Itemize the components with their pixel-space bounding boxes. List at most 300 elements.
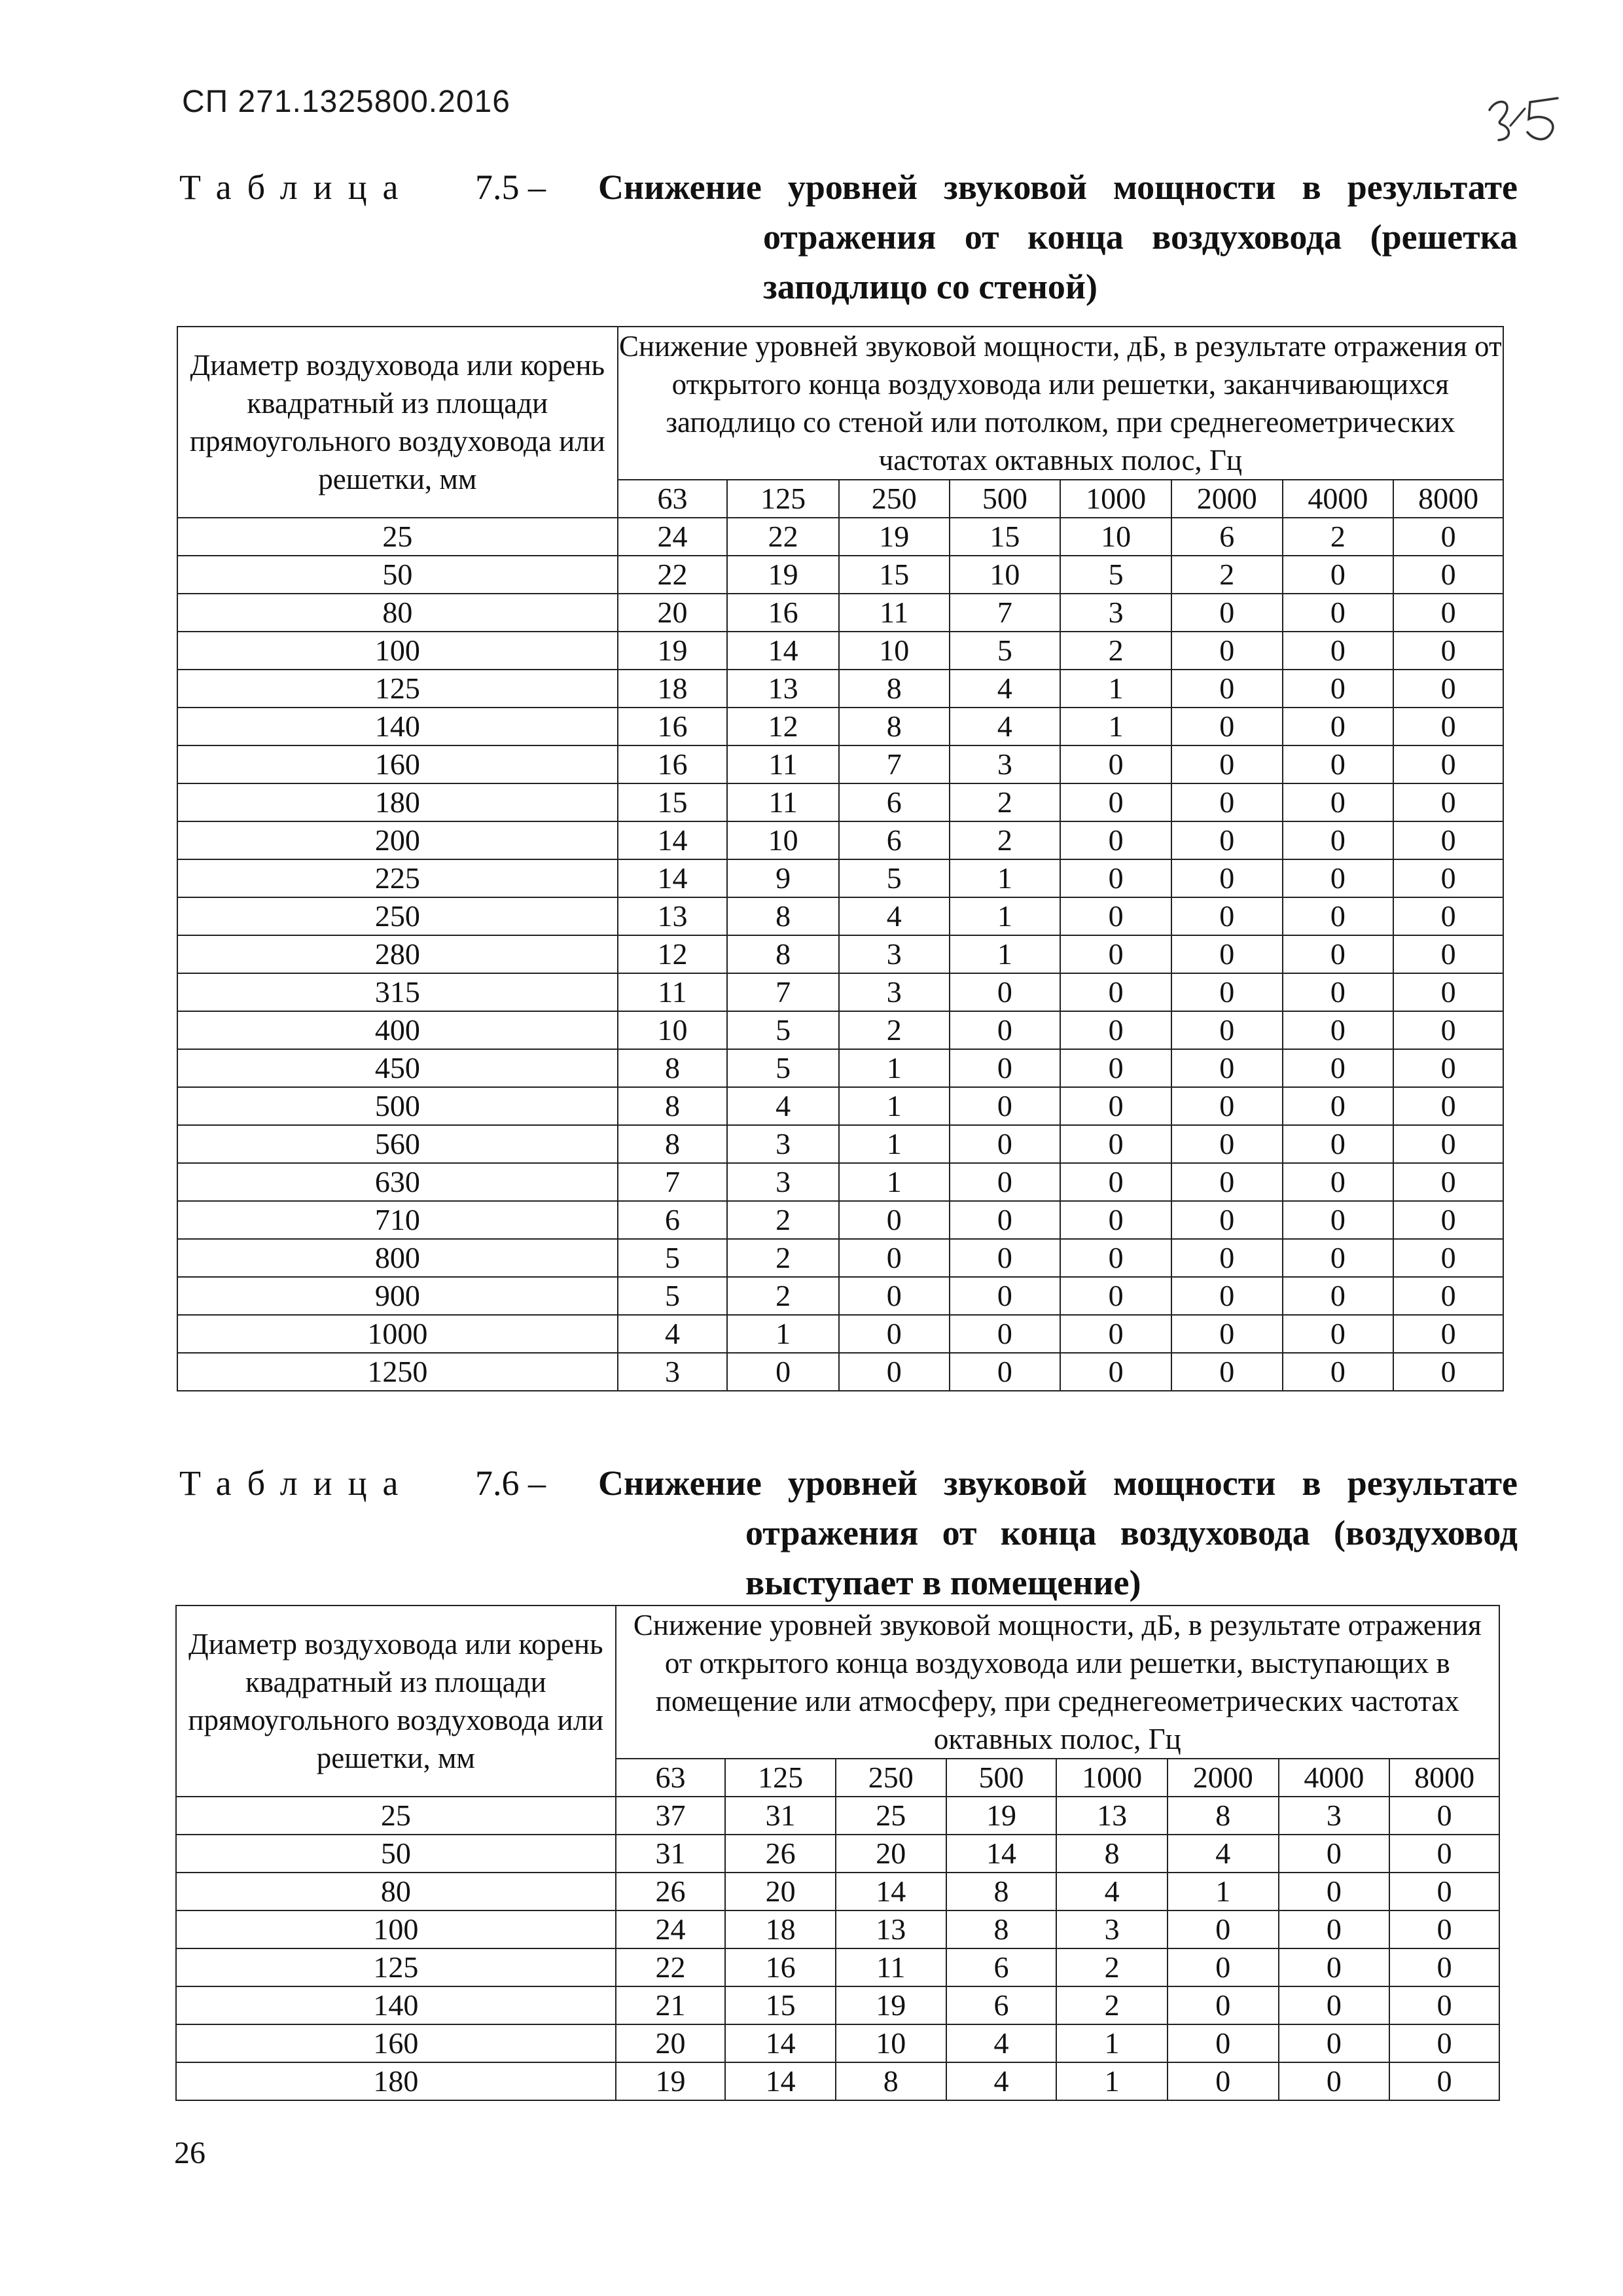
value-cell: 0 (1171, 935, 1283, 973)
value-cell: 0 (1168, 1948, 1279, 1986)
value-cell: 5 (950, 632, 1061, 670)
value-cell: 0 (1283, 1011, 1394, 1049)
value-cell: 4 (727, 1087, 839, 1125)
value-cell: 8 (839, 670, 950, 708)
value-cell: 0 (1283, 1315, 1394, 1353)
freq-cell: 8000 (1389, 1759, 1499, 1797)
value-cell: 0 (1393, 973, 1503, 1011)
value-cell: 25 (836, 1797, 946, 1835)
table-row (176, 2062, 1499, 2100)
table-row (177, 745, 1503, 783)
value-cell: 13 (727, 670, 839, 708)
value-cell: 0 (1393, 897, 1503, 935)
table-row (177, 518, 1503, 556)
value-cell: 14 (727, 632, 839, 670)
value-cell: 6 (839, 821, 950, 859)
value-cell: 0 (1060, 1315, 1171, 1353)
caption-number: 7.6 – (475, 1463, 546, 1503)
value-cell: 19 (836, 1986, 946, 2024)
value-cell: 19 (839, 518, 950, 556)
value-cell: 7 (839, 745, 950, 783)
value-cell: 8 (618, 1087, 728, 1125)
value-cell: 0 (1060, 1049, 1171, 1087)
size-cell: 80 (177, 594, 618, 632)
value-cell: 0 (1060, 1011, 1171, 1049)
table-row (176, 2024, 1499, 2062)
freq-cell: 4000 (1279, 1759, 1390, 1797)
value-cell: 0 (1393, 1239, 1503, 1277)
value-cell: 10 (950, 556, 1061, 594)
value-cell: 24 (618, 518, 728, 556)
table-row (177, 1277, 1503, 1315)
value-cell: 1 (1060, 708, 1171, 745)
value-cell: 0 (1283, 783, 1394, 821)
value-cell: 0 (1060, 1201, 1171, 1239)
value-cell: 26 (616, 1873, 726, 1910)
size-cell: 280 (177, 935, 618, 973)
value-cell: 6 (946, 1948, 1057, 1986)
value-cell: 2 (839, 1011, 950, 1049)
value-cell: 14 (725, 2024, 836, 2062)
value-cell: 26 (725, 1835, 836, 1873)
value-cell: 0 (839, 1277, 950, 1315)
value-cell: 10 (839, 632, 950, 670)
value-cell: 11 (727, 745, 839, 783)
value-cell: 0 (1393, 1049, 1503, 1087)
value-cell: 31 (616, 1835, 726, 1873)
size-cell: 200 (177, 821, 618, 859)
value-cell: 0 (1393, 708, 1503, 745)
caption-word: Таблица (179, 1463, 414, 1503)
value-cell: 0 (950, 1087, 1061, 1125)
value-cell: 11 (727, 783, 839, 821)
freq-cell: 1000 (1056, 1759, 1168, 1797)
value-cell: 5 (618, 1239, 728, 1277)
value-cell: 0 (1171, 594, 1283, 632)
value-cell: 0 (1171, 1011, 1283, 1049)
value-cell: 0 (1393, 1277, 1503, 1315)
value-cell: 20 (618, 594, 728, 632)
value-cell: 0 (1283, 556, 1394, 594)
value-cell: 3 (1060, 594, 1171, 632)
value-cell: 0 (1393, 518, 1503, 556)
value-cell: 8 (946, 1910, 1057, 1948)
value-cell: 15 (725, 1986, 836, 2024)
value-cell: 0 (1283, 973, 1394, 1011)
value-cell: 0 (1171, 783, 1283, 821)
value-cell: 0 (1171, 1315, 1283, 1353)
value-cell: 2 (727, 1277, 839, 1315)
value-cell: 8 (1056, 1835, 1168, 1873)
value-cell: 0 (1389, 1873, 1499, 1910)
value-cell: 10 (727, 821, 839, 859)
value-cell: 0 (1389, 2024, 1499, 2062)
table-row (177, 859, 1503, 897)
freq-cell: 250 (839, 480, 950, 518)
value-cell: 0 (1171, 859, 1283, 897)
value-cell: 0 (1393, 1087, 1503, 1125)
size-cell: 900 (177, 1277, 618, 1315)
size-cell: 140 (176, 1986, 616, 2024)
value-cell: 0 (1279, 1948, 1390, 1986)
value-cell: 1 (1060, 670, 1171, 708)
value-cell: 22 (618, 556, 728, 594)
value-cell: 3 (727, 1125, 839, 1163)
table-row (176, 1910, 1499, 1948)
value-cell: 0 (950, 1011, 1061, 1049)
value-cell: 8 (836, 2062, 946, 2100)
value-cell: 0 (1283, 935, 1394, 973)
value-cell: 0 (1279, 2024, 1390, 2062)
value-cell: 12 (727, 708, 839, 745)
value-cell: 2 (950, 821, 1061, 859)
table-row (177, 973, 1503, 1011)
size-cell: 400 (177, 1011, 618, 1049)
size-cell: 1250 (177, 1353, 618, 1391)
size-cell: 315 (177, 973, 618, 1011)
size-cell: 800 (177, 1239, 618, 1277)
value-cell: 0 (1171, 1277, 1283, 1315)
value-cell: 0 (1060, 1087, 1171, 1125)
value-cell: 0 (1168, 1910, 1279, 1948)
handwritten-page-number (1484, 93, 1569, 145)
table-row (176, 1797, 1499, 1835)
value-cell: 0 (1393, 594, 1503, 632)
table-row (177, 821, 1503, 859)
table-7-6 (175, 1605, 1500, 2101)
value-cell: 0 (1389, 1835, 1499, 1873)
value-cell: 0 (1171, 632, 1283, 670)
caption-word: Таблица (179, 168, 414, 207)
value-cell: 14 (618, 821, 728, 859)
value-cell: 0 (1171, 708, 1283, 745)
size-cell: 1000 (177, 1315, 618, 1353)
value-cell: 0 (1171, 745, 1283, 783)
value-cell: 0 (1393, 783, 1503, 821)
value-cell: 3 (1279, 1797, 1390, 1835)
value-cell: 4 (1168, 1835, 1279, 1873)
value-cell: 3 (727, 1163, 839, 1201)
value-cell: 0 (1393, 935, 1503, 973)
value-cell: 0 (1279, 1986, 1390, 2024)
value-cell: 0 (1283, 1277, 1394, 1315)
value-cell: 5 (839, 859, 950, 897)
table-row (177, 1201, 1503, 1239)
value-cell: 0 (1393, 1315, 1503, 1353)
size-cell: 100 (177, 632, 618, 670)
value-cell: 0 (1060, 859, 1171, 897)
value-cell: 10 (618, 1011, 728, 1049)
table-row (177, 1087, 1503, 1125)
value-cell: 0 (1389, 1797, 1499, 1835)
table-7-5-body (177, 327, 1503, 1391)
table-7-6-caption (179, 1458, 1518, 1615)
value-cell: 3 (950, 745, 1061, 783)
value-cell: 0 (1171, 1087, 1283, 1125)
size-cell: 140 (177, 708, 618, 745)
value-cell: 5 (618, 1277, 728, 1315)
table-row (176, 1948, 1499, 1986)
value-cell: 14 (618, 859, 728, 897)
value-cell: 2 (1283, 518, 1394, 556)
table-row (177, 1315, 1503, 1353)
value-cell: 0 (1283, 821, 1394, 859)
value-cell: 0 (950, 1277, 1061, 1315)
value-cell: 10 (836, 2024, 946, 2062)
size-cell: 450 (177, 1049, 618, 1087)
value-cell: 0 (1060, 783, 1171, 821)
size-cell: 560 (177, 1125, 618, 1163)
value-cell: 0 (1393, 859, 1503, 897)
value-cell: 0 (1389, 2062, 1499, 2100)
freq-cell: 125 (725, 1759, 836, 1797)
value-cell: 16 (727, 594, 839, 632)
table-row (176, 1986, 1499, 2024)
value-cell: 0 (1171, 973, 1283, 1011)
table-row (177, 1049, 1503, 1087)
value-cell: 16 (618, 745, 728, 783)
value-cell: 11 (618, 973, 728, 1011)
value-cell: 37 (616, 1797, 726, 1835)
value-cell: 0 (950, 1315, 1061, 1353)
top-header: Снижение уровней звуковой мощности, дБ, в результате отражения от открытого конца воздуховода или решетки, заканчивающихся заподлицо со стеной или потолком, при среднегеометрических частотах октавных полос, Гц (618, 327, 1503, 480)
value-cell: 0 (1283, 745, 1394, 783)
value-cell: 1 (950, 859, 1061, 897)
size-cell: 160 (177, 745, 618, 783)
value-cell: 0 (1393, 670, 1503, 708)
freq-cell: 500 (946, 1759, 1057, 1797)
table-row (177, 1125, 1503, 1163)
size-cell: 125 (177, 670, 618, 708)
value-cell: 0 (1283, 594, 1394, 632)
size-cell: 250 (177, 897, 618, 935)
value-cell: 2 (1056, 1948, 1168, 1986)
value-cell: 2 (727, 1239, 839, 1277)
value-cell: 0 (1168, 2062, 1279, 2100)
value-cell: 0 (1283, 1353, 1394, 1391)
value-cell: 0 (1060, 1239, 1171, 1277)
value-cell: 0 (1283, 859, 1394, 897)
size-cell: 80 (176, 1873, 616, 1910)
value-cell: 19 (616, 2062, 726, 2100)
value-cell: 7 (618, 1163, 728, 1201)
page-number: 26 (174, 2136, 205, 2170)
value-cell: 8 (727, 935, 839, 973)
value-cell: 3 (618, 1353, 728, 1391)
value-cell: 0 (1283, 1201, 1394, 1239)
value-cell: 0 (1283, 1239, 1394, 1277)
table-7-5 (177, 326, 1504, 1391)
value-cell: 20 (836, 1835, 946, 1873)
value-cell: 14 (946, 1835, 1057, 1873)
value-cell: 4 (946, 2024, 1057, 2062)
table-7-6-body (176, 1605, 1499, 2100)
table-7-5-caption (179, 162, 1518, 319)
value-cell: 0 (1171, 1239, 1283, 1277)
value-cell: 1 (839, 1049, 950, 1087)
value-cell: 0 (1060, 935, 1171, 973)
freq-cell: 125 (727, 480, 839, 518)
value-cell: 0 (1279, 1910, 1390, 1948)
value-cell: 0 (1060, 1163, 1171, 1201)
value-cell: 0 (1393, 1201, 1503, 1239)
value-cell: 0 (1393, 1011, 1503, 1049)
value-cell: 0 (839, 1201, 950, 1239)
size-cell: 25 (176, 1797, 616, 1835)
table-row (177, 783, 1503, 821)
value-cell: 21 (616, 1986, 726, 2024)
freq-cell: 63 (618, 480, 728, 518)
value-cell: 5 (1060, 556, 1171, 594)
top-header: Снижение уровней звуковой мощности, дБ, в результате отражения от открытого конца воздуховода или решетки, выступающих в помещение или атмосферу, при среднегеометрических частотах октавных полос, Гц (616, 1605, 1499, 1759)
value-cell: 14 (836, 1873, 946, 1910)
freq-cell: 63 (616, 1759, 726, 1797)
value-cell: 10 (1060, 518, 1171, 556)
value-cell: 1 (839, 1125, 950, 1163)
document-code: СП 271.1325800.2016 (182, 84, 510, 119)
value-cell: 4 (946, 2062, 1057, 2100)
value-cell: 0 (1393, 1163, 1503, 1201)
value-cell: 0 (1168, 1986, 1279, 2024)
value-cell: 20 (616, 2024, 726, 2062)
table-row (176, 1835, 1499, 1873)
value-cell: 0 (1389, 1986, 1499, 2024)
size-cell: 180 (176, 2062, 616, 2100)
value-cell: 19 (618, 632, 728, 670)
value-cell: 0 (1171, 821, 1283, 859)
value-cell: 4 (1056, 1873, 1168, 1910)
table-row (177, 1239, 1503, 1277)
size-cell: 710 (177, 1201, 618, 1239)
value-cell: 0 (950, 1125, 1061, 1163)
value-cell: 0 (1389, 1910, 1499, 1948)
value-cell: 1 (839, 1163, 950, 1201)
caption-title: Снижение уровней звуковой мощности в результате отражения от конца воздуховода (воздуховод выступает в помещение) (598, 1463, 1518, 1602)
value-cell: 20 (725, 1873, 836, 1910)
value-cell: 0 (1393, 556, 1503, 594)
value-cell: 8 (618, 1049, 728, 1087)
value-cell: 0 (1060, 821, 1171, 859)
value-cell: 0 (1393, 1353, 1503, 1391)
value-cell: 1 (1056, 2024, 1168, 2062)
value-cell: 7 (950, 594, 1061, 632)
size-cell: 100 (176, 1910, 616, 1948)
value-cell: 3 (839, 935, 950, 973)
table-row (177, 556, 1503, 594)
value-cell: 7 (727, 973, 839, 1011)
value-cell: 3 (1056, 1910, 1168, 1948)
size-cell: 630 (177, 1163, 618, 1201)
value-cell: 0 (1283, 708, 1394, 745)
value-cell: 4 (618, 1315, 728, 1353)
value-cell: 22 (616, 1948, 726, 1986)
value-cell: 0 (1060, 1277, 1171, 1315)
size-cell: 180 (177, 783, 618, 821)
size-cell: 500 (177, 1087, 618, 1125)
value-cell: 0 (950, 1201, 1061, 1239)
freq-cell: 8000 (1393, 480, 1503, 518)
caption-title: Снижение уровней звуковой мощности в результате отражения от конца воздуховода (решетка заподлицо со стеной) (598, 168, 1518, 306)
value-cell: 0 (1283, 632, 1394, 670)
value-cell: 0 (1060, 897, 1171, 935)
value-cell: 0 (1393, 821, 1503, 859)
value-cell: 4 (950, 670, 1061, 708)
freq-cell: 250 (836, 1759, 946, 1797)
value-cell: 2 (1060, 632, 1171, 670)
value-cell: 31 (725, 1797, 836, 1835)
value-cell: 0 (1171, 670, 1283, 708)
value-cell: 0 (1168, 2024, 1279, 2062)
value-cell: 8 (618, 1125, 728, 1163)
value-cell: 6 (839, 783, 950, 821)
freq-cell: 2000 (1168, 1759, 1279, 1797)
value-cell: 0 (950, 973, 1061, 1011)
freq-cell: 4000 (1283, 480, 1394, 518)
table-row (177, 897, 1503, 935)
value-cell: 4 (950, 708, 1061, 745)
value-cell: 0 (1171, 1353, 1283, 1391)
freq-cell: 1000 (1060, 480, 1171, 518)
value-cell: 0 (1060, 745, 1171, 783)
size-cell: 225 (177, 859, 618, 897)
value-cell: 2 (950, 783, 1061, 821)
value-cell: 8 (839, 708, 950, 745)
value-cell: 0 (1171, 897, 1283, 935)
value-cell: 24 (616, 1910, 726, 1948)
table-row (177, 708, 1503, 745)
value-cell: 0 (839, 1239, 950, 1277)
value-cell: 0 (950, 1239, 1061, 1277)
size-cell: 125 (176, 1948, 616, 1986)
value-cell: 0 (839, 1315, 950, 1353)
value-cell: 0 (1060, 1353, 1171, 1391)
value-cell: 15 (618, 783, 728, 821)
value-cell: 0 (1060, 1125, 1171, 1163)
freq-cell: 2000 (1171, 480, 1283, 518)
value-cell: 0 (1279, 1873, 1390, 1910)
size-cell: 50 (176, 1835, 616, 1873)
value-cell: 19 (946, 1797, 1057, 1835)
value-cell: 8 (727, 897, 839, 935)
value-cell: 1 (727, 1315, 839, 1353)
value-cell: 8 (1168, 1797, 1279, 1835)
value-cell: 0 (1279, 1835, 1390, 1873)
value-cell: 15 (950, 518, 1061, 556)
value-cell: 4 (839, 897, 950, 935)
value-cell: 0 (1283, 1163, 1394, 1201)
value-cell: 0 (950, 1353, 1061, 1391)
size-cell: 50 (177, 556, 618, 594)
table-row (177, 594, 1503, 632)
value-cell: 6 (618, 1201, 728, 1239)
size-cell: 25 (177, 518, 618, 556)
value-cell: 0 (1283, 670, 1394, 708)
value-cell: 11 (839, 594, 950, 632)
table-row (177, 670, 1503, 708)
value-cell: 14 (725, 2062, 836, 2100)
value-cell: 11 (836, 1948, 946, 1986)
caption-number: 7.5 – (475, 168, 546, 207)
value-cell: 8 (946, 1873, 1057, 1910)
value-cell: 0 (1171, 1201, 1283, 1239)
table-row (177, 1353, 1503, 1391)
value-cell: 0 (1389, 1948, 1499, 1986)
value-cell: 1 (950, 897, 1061, 935)
table-row (177, 1163, 1503, 1201)
value-cell: 0 (1283, 1087, 1394, 1125)
value-cell: 2 (727, 1201, 839, 1239)
freq-cell: 500 (950, 480, 1061, 518)
